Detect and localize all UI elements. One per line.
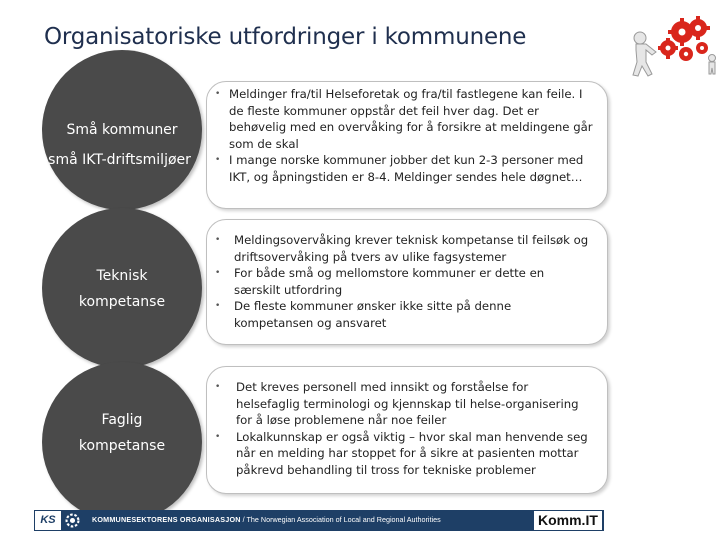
circle-small-municipalities xyxy=(42,50,202,210)
bullet-item: • For både små og mellomstore kommuner er dette en særskilt utfordring xyxy=(207,265,607,298)
komm-it-logo: Komm.IT xyxy=(534,511,602,530)
people-pushing-gears-icon xyxy=(616,8,716,80)
bullet-item: • Meldinger fra/til Helseforetak og fra/til fastlegene kan feile. I de fleste kommuner oppstår det feil hver dag. Det er behøvelig med en overvåking for å forsikre at meldingene går som de skal xyxy=(207,86,607,152)
slide-title: Organisatoriske utfordringer i kommunene xyxy=(44,24,527,50)
bullet-item: • Lokalkunnskap er også viktig – hvor skal man henvende seg når en melding har stoppet for å sikre at pasienten mottar påkrevd behandling til tross for tekniske problemer xyxy=(207,429,607,479)
footer-org-name: KOMMUNESEKTORENS ORGANISASJON xyxy=(92,515,241,524)
footer-org-english: / The Norwegian Association of Local and Regional Authorities xyxy=(240,515,441,524)
bullet-list xyxy=(207,220,607,331)
bullet-list xyxy=(207,367,607,478)
panel-technical-competence xyxy=(206,219,608,345)
circle-label-line2: -små IKT-driftsmiljøer xyxy=(43,152,191,168)
bullet-item: • De fleste kommuner ønsker ikke sitte på denne kompetansen og ansvaret xyxy=(207,298,607,331)
bullet-item: • I mange norske kommuner jobber det kun 2-3 personer med IKT, og åpningstiden er 8-4. Meldinger sendes hele døgnet… xyxy=(207,152,607,185)
circle-technical-competence xyxy=(42,208,202,368)
bullet-item: • Det kreves personell med innsikt og forståelse for helsefaglig terminologi og kjennskap til helse-organisering for å løse problemene når noe feiler xyxy=(207,379,607,429)
circle-label-line1: Små kommuner xyxy=(66,122,178,138)
circle-label-line1: Faglig xyxy=(101,412,143,428)
circle-label-line1: Teknisk xyxy=(96,268,148,284)
circle-professional-competence xyxy=(42,362,202,522)
circle-label-line2: kompetanse xyxy=(78,438,166,454)
ks-logo: KS xyxy=(34,510,62,531)
ks-gear-icon xyxy=(64,512,81,529)
panel-professional-competence xyxy=(206,366,608,494)
footer-org-text xyxy=(92,515,441,524)
circle-label-line2: kompetanse xyxy=(78,294,166,310)
panel-small-municipalities xyxy=(206,81,608,209)
footer-bar xyxy=(34,510,604,531)
bullet-list xyxy=(207,82,607,185)
bullet-item: • Meldingsovervåking krever teknisk kompetanse til feilsøk og driftsovervåking på tvers av ulike fagsystemer xyxy=(207,232,607,265)
